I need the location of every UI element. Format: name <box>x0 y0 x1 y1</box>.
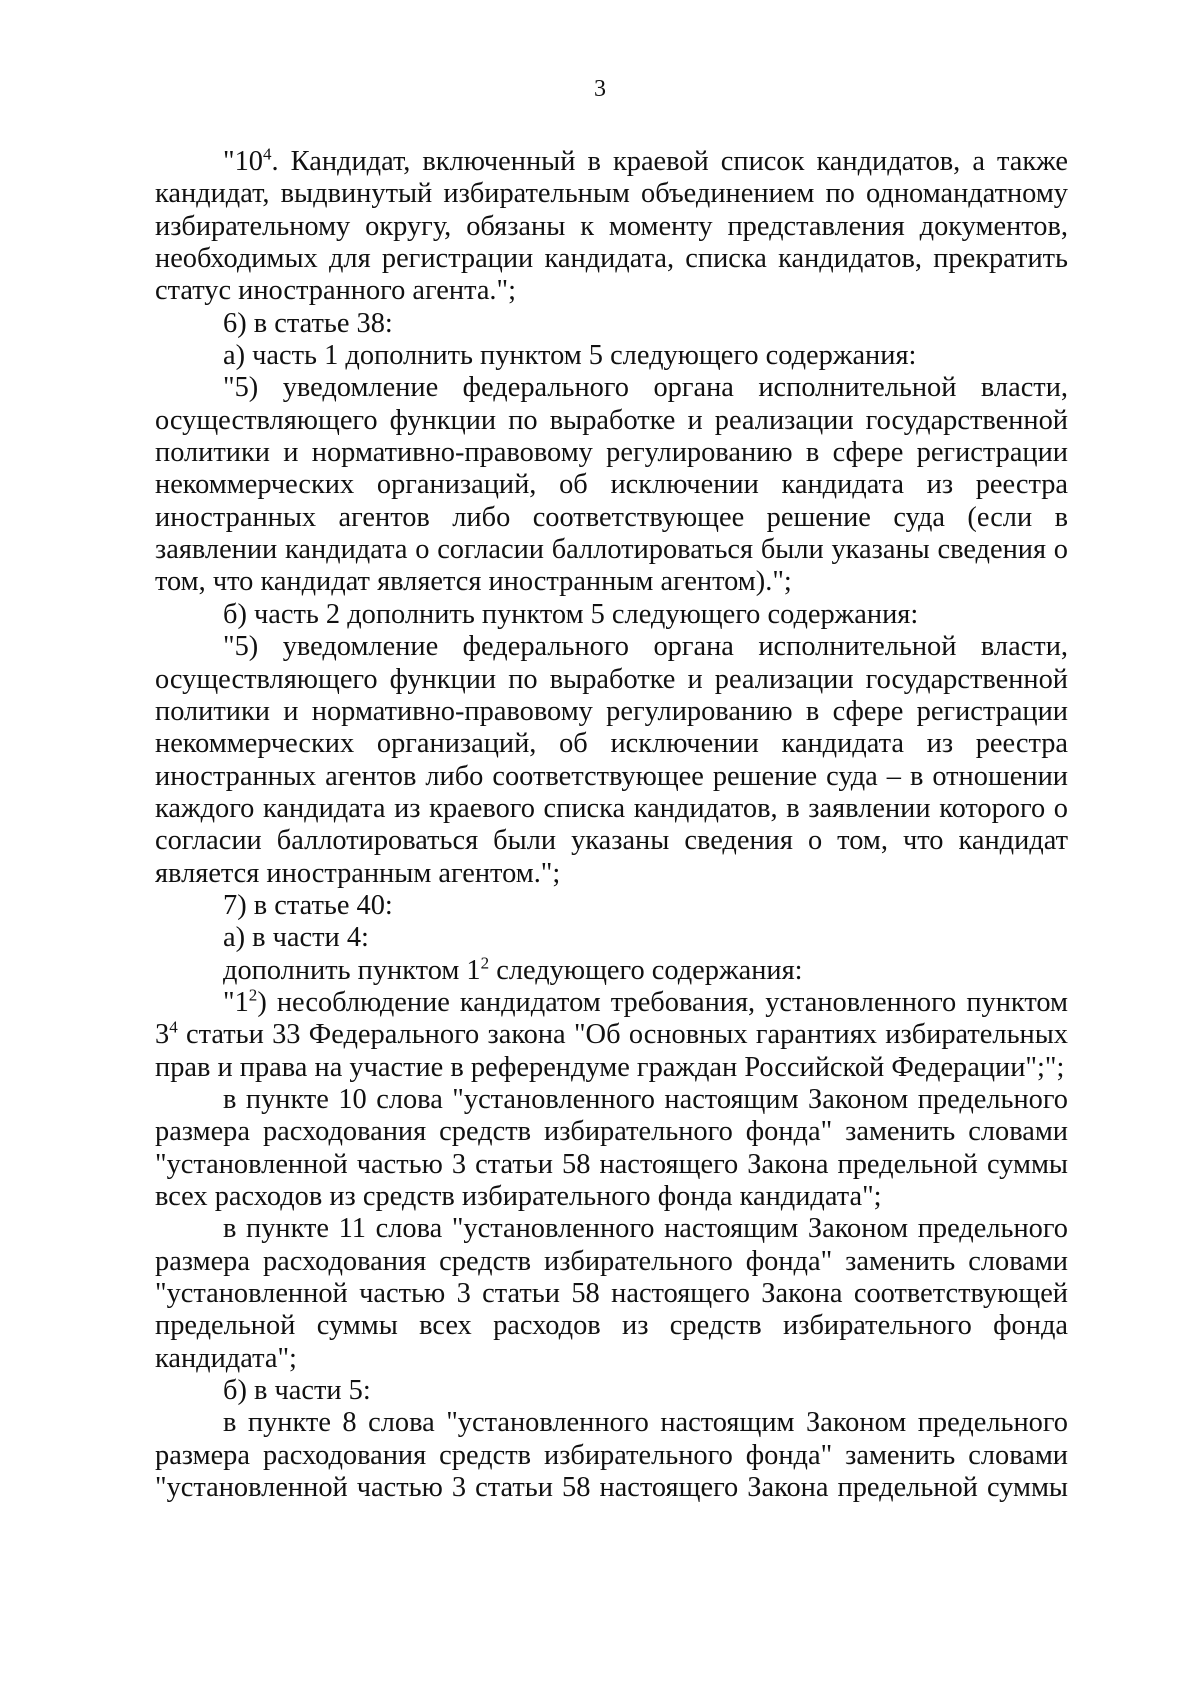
text-segment: статьи 33 Федерального закона "Об основных гарантиях избирательных <box>177 1019 1068 1051</box>
text-line: статус иностранного агента."; <box>155 275 516 307</box>
text-line: "установленной частью 3 статьи 58 настоящего Закона соответствующей <box>155 1278 1068 1310</box>
page-number: 3 <box>594 76 606 102</box>
superscript: 2 <box>480 953 490 973</box>
text-line: некоммерческих организаций, об исключении кандидата из реестра <box>155 728 1068 760</box>
text-line: иностранных агентов либо соответствующее решение суда (если в <box>155 501 1068 533</box>
text-line: осуществляющего функции по выработке и реализации государственной <box>155 663 1068 695</box>
text-line <box>155 987 1068 1019</box>
text-line: кандидата"; <box>155 1342 297 1374</box>
text-line: избирательному округу, обязаны к моменту представления документов, <box>155 210 1068 242</box>
text-line: в пункте 8 слова "установленного настоящим Законом предельного <box>223 1407 1068 1439</box>
text-line: кандидат, выдвинутый избирательным объединением по одномандатному <box>155 178 1068 210</box>
text-line: б) в части 5: <box>223 1375 371 1407</box>
document-body <box>155 146 1068 1504</box>
text-line: в пункте 10 слова "установленного настоящим Законом предельного <box>223 1083 1068 1115</box>
text-line: "установленной частью 3 статьи 58 настоящего Закона предельной суммы <box>155 1472 1068 1504</box>
text-segment: . Кандидат, включенный в краевой список кандидатов, а также <box>271 146 1068 177</box>
text-segment: "1 <box>223 986 249 1018</box>
text-line: некоммерческих организаций, об исключении кандидата из реестра <box>155 469 1068 501</box>
text-line: политики и нормативно-правовому регулированию в сфере регистрации <box>155 695 1068 727</box>
text-line: является иностранным агентом."; <box>155 857 561 889</box>
text-line <box>155 1019 1068 1051</box>
text-line: а) в части 4: <box>223 922 369 954</box>
text-line: предельной суммы всех расходов из средств избирательного фонда <box>155 1310 1068 1342</box>
text-line: согласии баллотироваться были указаны сведения о том, что кандидат <box>155 825 1068 857</box>
superscript: 4 <box>169 1017 178 1037</box>
text-segment: дополнить пунктом 1 <box>223 954 481 986</box>
text-line: "установленной частью 3 статьи 58 настоящего Закона предельной суммы <box>155 1148 1068 1180</box>
text-line: всех расходов из средств избирательного фонда кандидата"; <box>155 1181 882 1212</box>
text-line <box>155 955 1068 987</box>
text-line: политики и нормативно-правовому регулированию в сфере регистрации <box>155 437 1068 469</box>
text-segment: 3 <box>155 1019 170 1051</box>
text-line: прав и права на участие в референдуме граждан Российской Федерации";"; <box>155 1051 1065 1083</box>
text-segment: следующего содержания: <box>489 954 803 986</box>
text-line: размера расходования средств избирательного фонда" заменить словами <box>155 1439 1068 1471</box>
text-line: иностранных агентов либо соответствующее решение суда – в отношении <box>155 760 1068 792</box>
text-line: том, что кандидат является иностранным агентом)."; <box>155 566 792 598</box>
text-line: 7) в статье 40: <box>223 889 393 921</box>
text-line: "5) уведомление федерального органа исполнительной власти, <box>223 631 1068 663</box>
text-line: размера расходования средств избирательного фонда" заменить словами <box>155 1245 1068 1277</box>
text-line: каждого кандидата из краевого списка кандидатов, в заявлении которого о <box>155 792 1068 824</box>
text-line: размера расходования средств избирательного фонда" заменить словами <box>155 1116 1068 1148</box>
text-segment: ) несоблюдение кандидатом требования, установленного пунктом <box>257 986 1068 1018</box>
text-line: заявлении кандидата о согласии баллотироваться были указаны сведения о <box>155 534 1068 566</box>
text-line: б) часть 2 дополнить пунктом 5 следующего содержания: <box>223 598 919 630</box>
text-line: осуществляющего функции по выработке и реализации государственной <box>155 404 1068 436</box>
text-line: а) часть 1 дополнить пунктом 5 следующего содержания: <box>223 340 917 372</box>
text-line: "5) уведомление федерального органа исполнительной власти, <box>223 372 1068 404</box>
text-line: 6) в статье 38: <box>223 307 393 339</box>
text-line: необходимых для регистрации кандидата, списка кандидатов, прекратить <box>155 243 1068 275</box>
superscript: 4 <box>262 144 272 164</box>
text-segment: "10 <box>223 146 263 177</box>
superscript: 2 <box>248 985 258 1005</box>
text-line: в пункте 11 слова "установленного настоящим Законом предельного <box>223 1213 1068 1245</box>
text-line <box>155 146 1068 178</box>
